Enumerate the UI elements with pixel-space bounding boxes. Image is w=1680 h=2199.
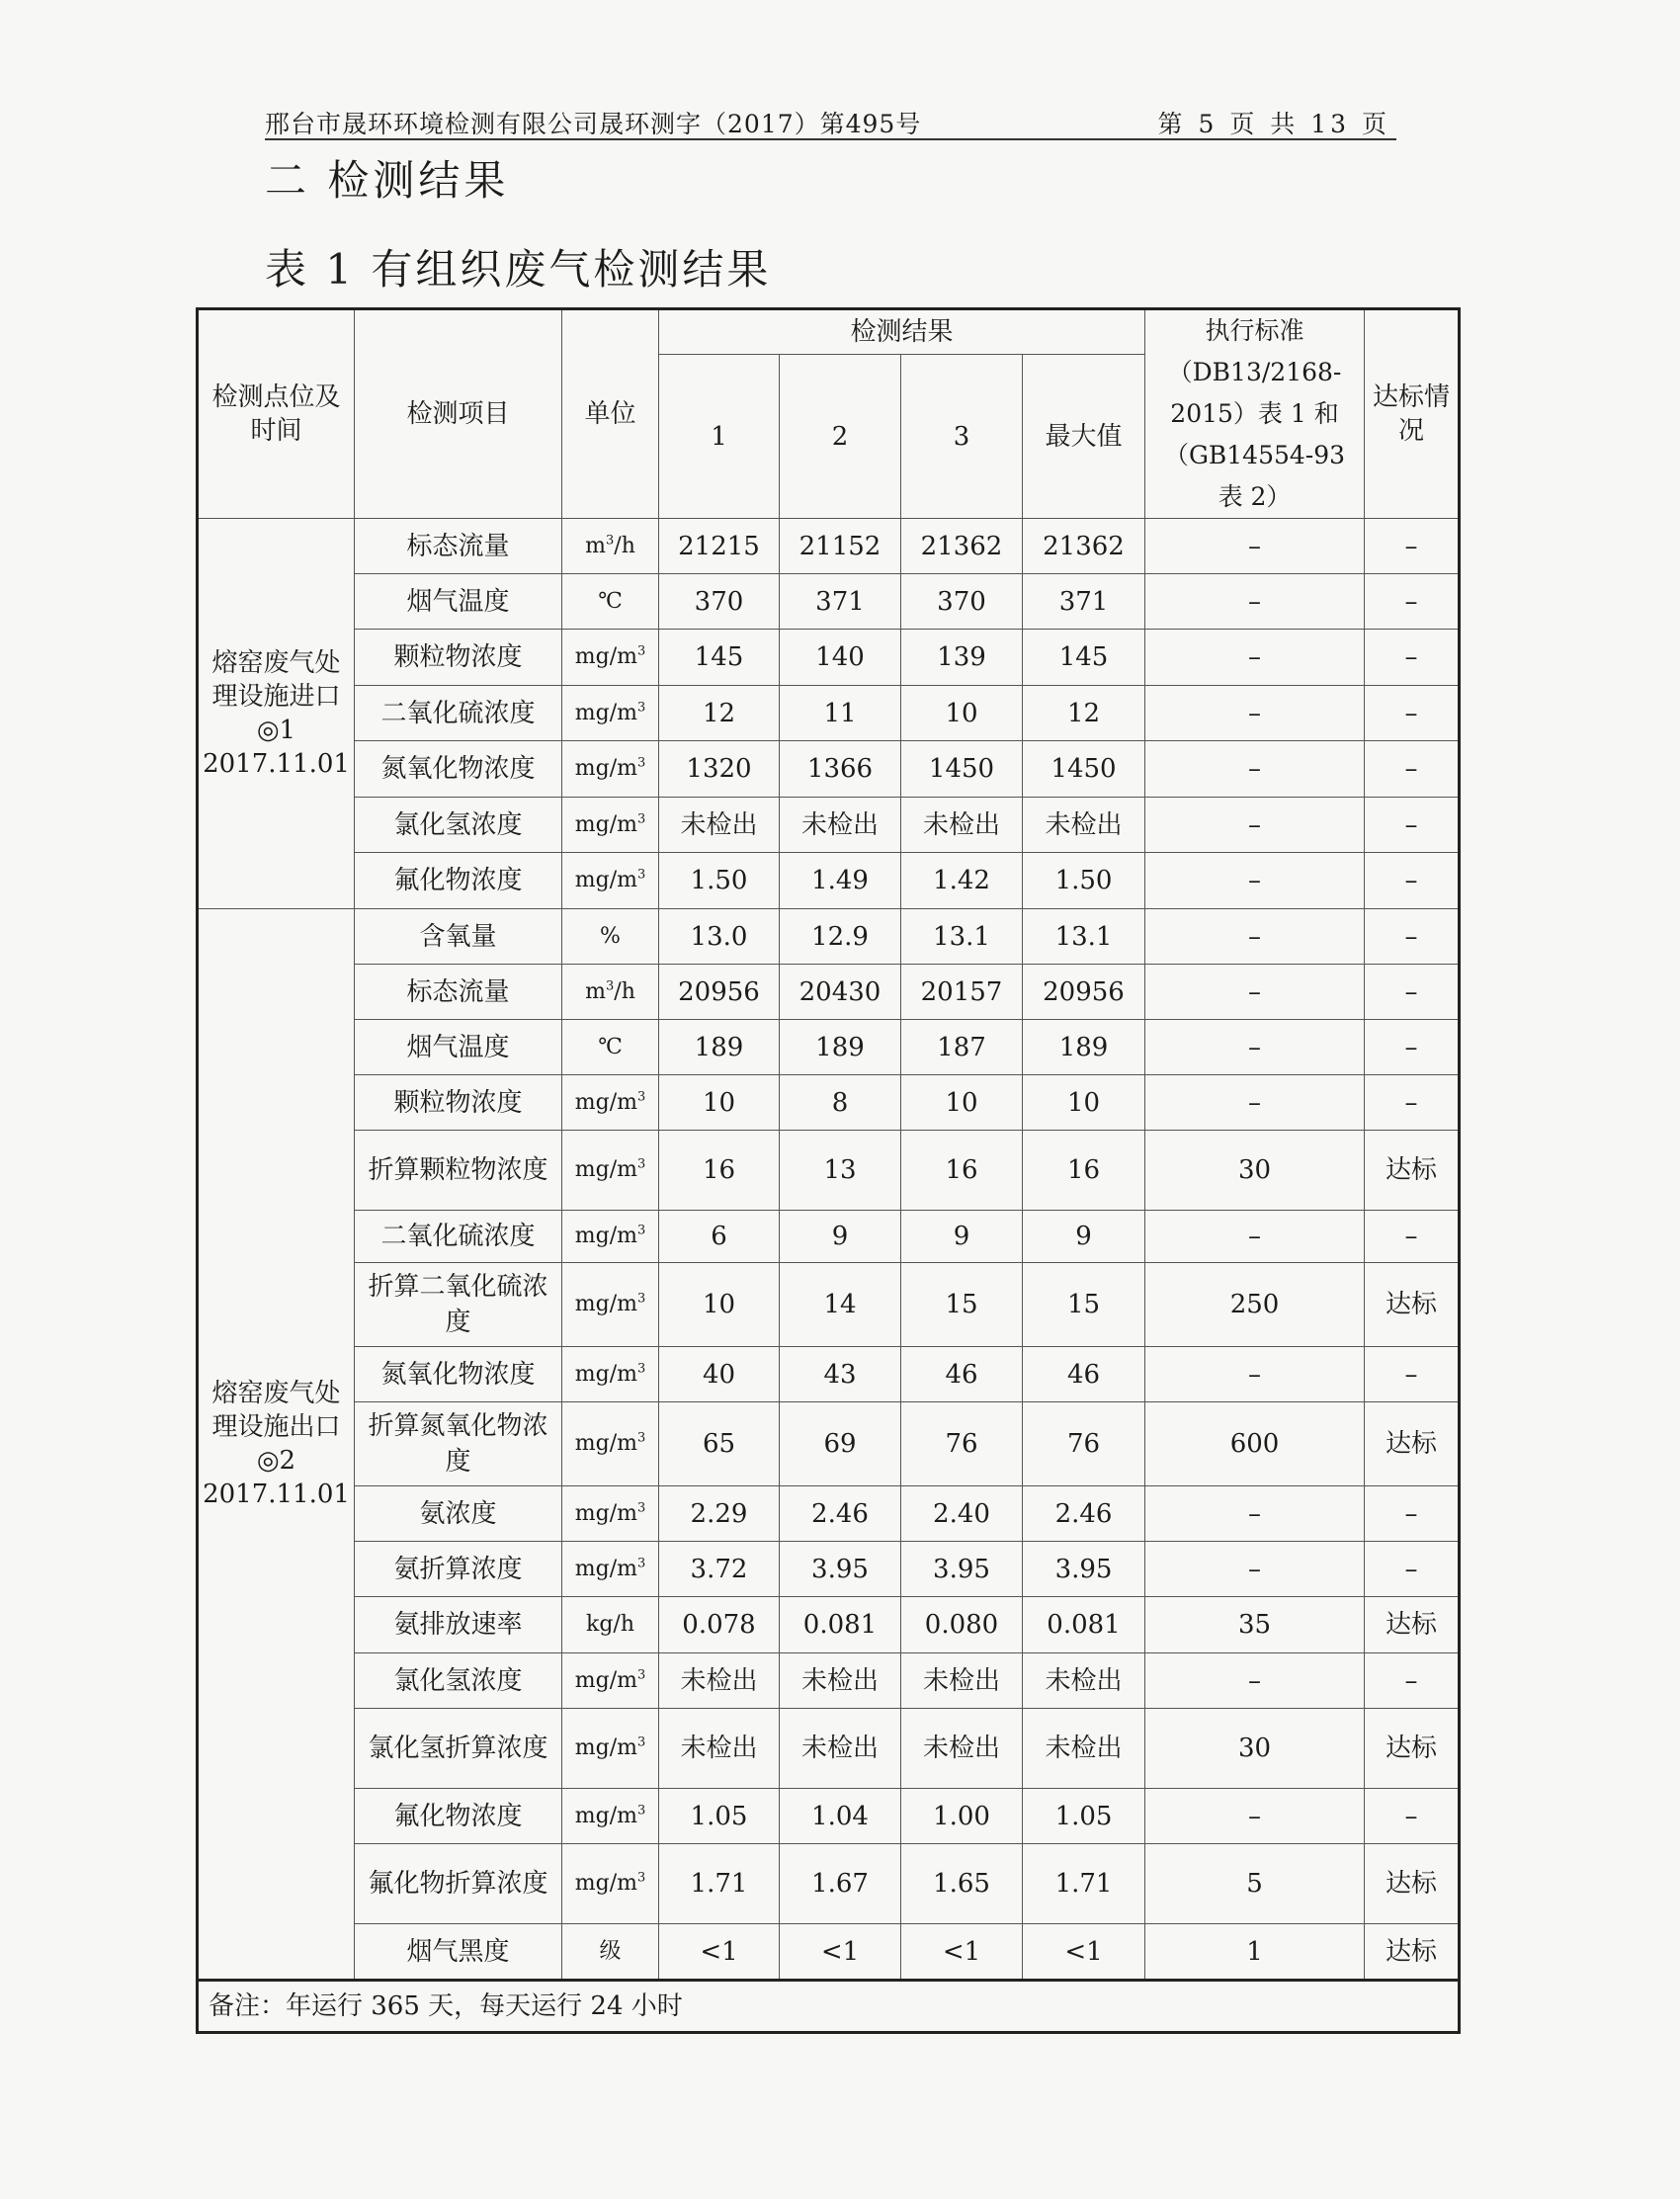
- table-row: [198, 1131, 1460, 1211]
- result-r2-cell: 0.081: [780, 1597, 901, 1653]
- table-row: [198, 1924, 1460, 1981]
- status-cell: –: [1365, 1542, 1460, 1597]
- result-r2-cell: 21152: [780, 519, 901, 574]
- result-r1-cell: 2.29: [659, 1486, 780, 1542]
- unit-cell: $m^3/h$: [562, 519, 659, 574]
- result-r3-cell: 1.00: [901, 1789, 1023, 1844]
- result-r3-cell: 13.1: [901, 909, 1023, 965]
- unit-cell: $mg/m^3$: [562, 686, 659, 741]
- result-r2-cell: 未检出: [780, 1653, 901, 1709]
- result-r1-cell: 12: [659, 686, 780, 741]
- result-r1-cell: 65: [659, 1402, 780, 1486]
- result-r3-cell: 15: [901, 1263, 1023, 1347]
- item-cell: 氟化物浓度: [355, 1789, 562, 1844]
- status-cell: 达标: [1365, 1924, 1460, 1981]
- header-results: 检测结果: [659, 309, 1145, 355]
- unit-superscript: 3: [636, 867, 646, 883]
- result-r3-cell: 1.65: [901, 1844, 1023, 1924]
- result-max-cell: 46: [1023, 1347, 1145, 1402]
- unit-cell: $mg/m^3$: [562, 1211, 659, 1263]
- item-cell: 颗粒物浓度: [355, 630, 562, 686]
- result-r1-cell: 未检出: [659, 798, 780, 853]
- standard-cell: –: [1145, 1542, 1365, 1597]
- table-row: [198, 1263, 1460, 1347]
- result-r1-cell: 1320: [659, 741, 780, 798]
- unit-cell: $mg/m^3$: [562, 1653, 659, 1709]
- table-row: [198, 741, 1460, 798]
- status-cell: 达标: [1365, 1263, 1460, 1347]
- item-cell: 氮氧化物浓度: [355, 1347, 562, 1402]
- result-r3-cell: 3.95: [901, 1542, 1023, 1597]
- table-row: [198, 1597, 1460, 1653]
- standard-cell: 35: [1145, 1597, 1365, 1653]
- unit-cell: $mg/m^3$: [562, 1844, 659, 1924]
- item-cell: 烟气温度: [355, 1020, 562, 1075]
- unit-superscript: 3: [606, 978, 615, 994]
- standard-cell: –: [1145, 1211, 1365, 1263]
- result-r2-cell: 189: [780, 1020, 901, 1075]
- status-cell: –: [1365, 798, 1460, 853]
- unit-superscript: 3: [636, 1156, 646, 1172]
- item-cell: 标态流量: [355, 965, 562, 1020]
- page-header: [265, 103, 1396, 140]
- result-max-cell: 145: [1023, 630, 1145, 686]
- result-r2-cell: 1.67: [780, 1844, 901, 1924]
- unit-superscript: 3: [636, 1667, 646, 1683]
- result-r3-cell: 370: [901, 574, 1023, 630]
- table-row: [198, 1653, 1460, 1709]
- table-row: [198, 1844, 1460, 1924]
- header-location: 检测点位及时间: [198, 309, 355, 519]
- standard-cell: –: [1145, 741, 1365, 798]
- table-row: [198, 853, 1460, 909]
- status-cell: –: [1365, 1020, 1460, 1075]
- result-r1-cell: 20956: [659, 965, 780, 1020]
- standard-cell: 250: [1145, 1263, 1365, 1347]
- status-cell: 达标: [1365, 1402, 1460, 1486]
- result-max-cell: 未检出: [1023, 798, 1145, 853]
- unit-cell: $mg/m^3$: [562, 1347, 659, 1402]
- unit-superscript: 3: [636, 1734, 646, 1750]
- item-cell: 二氧化硫浓度: [355, 1211, 562, 1263]
- location-cell: 熔窑废气处理设施进口◎1 2017.11.01: [198, 519, 355, 909]
- item-cell: 氨排放速率: [355, 1597, 562, 1653]
- status-cell: –: [1365, 686, 1460, 741]
- unit-cell: %: [562, 909, 659, 965]
- result-r3-cell: 10: [901, 1075, 1023, 1131]
- unit-cell: $mg/m^3$: [562, 1709, 659, 1789]
- result-max-cell: 未检出: [1023, 1709, 1145, 1789]
- status-cell: –: [1365, 1486, 1460, 1542]
- status-cell: 达标: [1365, 1844, 1460, 1924]
- status-cell: –: [1365, 1653, 1460, 1709]
- standard-cell: –: [1145, 1075, 1365, 1131]
- result-r3-cell: 9: [901, 1211, 1023, 1263]
- unit-superscript: 3: [636, 1361, 646, 1377]
- standard-cell: –: [1145, 1789, 1365, 1844]
- result-max-cell: 13.1: [1023, 909, 1145, 965]
- header-item: 检测项目: [355, 309, 562, 519]
- result-max-cell: 12: [1023, 686, 1145, 741]
- standard-cell: –: [1145, 909, 1365, 965]
- table-row: [198, 909, 1460, 965]
- table-row: [198, 1075, 1460, 1131]
- unit-cell: $mg/m^3$: [562, 1486, 659, 1542]
- standard-cell: –: [1145, 630, 1365, 686]
- result-r3-cell: 187: [901, 1020, 1023, 1075]
- table-row: [198, 1211, 1460, 1263]
- result-r2-cell: 未检出: [780, 1709, 901, 1789]
- status-cell: –: [1365, 1075, 1460, 1131]
- result-r2-cell: 14: [780, 1263, 901, 1347]
- table-row: [198, 1709, 1460, 1789]
- item-cell: 折算氮氧化物浓度: [355, 1402, 562, 1486]
- table-row: [198, 574, 1460, 630]
- unit-cell: $mg/m^3$: [562, 853, 659, 909]
- result-r1-cell: 13.0: [659, 909, 780, 965]
- result-r3-cell: 46: [901, 1347, 1023, 1402]
- section-title: 二 检测结果: [265, 156, 510, 205]
- note-cell: 备注：年运行 365 天，每天运行 24 小时: [198, 1981, 1460, 2033]
- result-r1-cell: 1.05: [659, 1789, 780, 1844]
- result-r2-cell: 371: [780, 574, 901, 630]
- unit-cell: $m^3/h$: [562, 965, 659, 1020]
- result-r1-cell: 未检出: [659, 1653, 780, 1709]
- item-cell: 氟化物折算浓度: [355, 1844, 562, 1924]
- result-max-cell: 2.46: [1023, 1486, 1145, 1542]
- result-r3-cell: 1.42: [901, 853, 1023, 909]
- result-r1-cell: 189: [659, 1020, 780, 1075]
- table-row: [198, 1542, 1460, 1597]
- unit-cell: $mg/m^3$: [562, 1789, 659, 1844]
- result-r2-cell: 69: [780, 1402, 901, 1486]
- status-cell: –: [1365, 574, 1460, 630]
- unit-superscript: 3: [636, 1430, 646, 1446]
- standard-cell: 5: [1145, 1844, 1365, 1924]
- standard-cell: –: [1145, 1020, 1365, 1075]
- status-cell: 达标: [1365, 1597, 1460, 1653]
- standard-cell: –: [1145, 574, 1365, 630]
- header-result-1: 1: [659, 355, 780, 519]
- table-row: [198, 1402, 1460, 1486]
- standard-cell: 1: [1145, 1924, 1365, 1981]
- standard-cell: –: [1145, 1486, 1365, 1542]
- unit-cell: ℃: [562, 1020, 659, 1075]
- standard-cell: –: [1145, 853, 1365, 909]
- result-r2-cell: 140: [780, 630, 901, 686]
- table-row: [198, 1789, 1460, 1844]
- unit-cell: kg/h: [562, 1597, 659, 1653]
- status-cell: –: [1365, 1789, 1460, 1844]
- header-result-2: 2: [780, 355, 901, 519]
- unit-cell: $mg/m^3$: [562, 798, 659, 853]
- result-r2-cell: 1.04: [780, 1789, 901, 1844]
- result-r1-cell: 1.50: [659, 853, 780, 909]
- table-title: 表 1 有组织废气检测结果: [265, 245, 772, 294]
- result-r2-cell: 3.95: [780, 1542, 901, 1597]
- unit-cell: ℃: [562, 574, 659, 630]
- result-r3-cell: 未检出: [901, 1653, 1023, 1709]
- result-max-cell: 未检出: [1023, 1653, 1145, 1709]
- result-max-cell: 0.081: [1023, 1597, 1145, 1653]
- result-r1-cell: 40: [659, 1347, 780, 1402]
- table-row: [198, 1486, 1460, 1542]
- report-number: 邢台市晟环环境检测有限公司晟环测字（2017）第495号: [265, 110, 922, 138]
- item-cell: 烟气温度: [355, 574, 562, 630]
- result-r1-cell: 21215: [659, 519, 780, 574]
- result-r3-cell: 未检出: [901, 798, 1023, 853]
- result-r2-cell: 8: [780, 1075, 901, 1131]
- table-row: [198, 1347, 1460, 1402]
- unit-superscript: 3: [636, 1223, 646, 1238]
- status-cell: –: [1365, 519, 1460, 574]
- result-r1-cell: 6: [659, 1211, 780, 1263]
- result-r1-cell: 1.71: [659, 1844, 780, 1924]
- result-max-cell: 20956: [1023, 965, 1145, 1020]
- result-r2-cell: 1.49: [780, 853, 901, 909]
- item-cell: 氟化物浓度: [355, 853, 562, 909]
- result-r1-cell: 145: [659, 630, 780, 686]
- result-max-cell: 15: [1023, 1263, 1145, 1347]
- result-r2-cell: 9: [780, 1211, 901, 1263]
- result-max-cell: 189: [1023, 1020, 1145, 1075]
- result-max-cell: 16: [1023, 1131, 1145, 1211]
- result-max-cell: 9: [1023, 1211, 1145, 1263]
- item-cell: 二氧化硫浓度: [355, 686, 562, 741]
- item-cell: 氨折算浓度: [355, 1542, 562, 1597]
- table-row: [198, 965, 1460, 1020]
- item-cell: 折算颗粒物浓度: [355, 1131, 562, 1211]
- unit-superscript: 3: [636, 1500, 646, 1516]
- header-standard: 执行标准（DB13/2168-2015）表 1 和（GB14554-93 表 2）: [1145, 309, 1365, 519]
- unit-cell: $mg/m^3$: [562, 1542, 659, 1597]
- unit-cell: $mg/m^3$: [562, 1131, 659, 1211]
- header-result-max: 最大值: [1023, 355, 1145, 519]
- status-cell: –: [1365, 1211, 1460, 1263]
- result-r2-cell: 43: [780, 1347, 901, 1402]
- result-r2-cell: 1366: [780, 741, 901, 798]
- unit-cell: $mg/m^3$: [562, 741, 659, 798]
- result-r1-cell: 10: [659, 1263, 780, 1347]
- unit-superscript: 3: [636, 811, 646, 827]
- header-unit: 单位: [562, 309, 659, 519]
- result-r3-cell: <1: [901, 1924, 1023, 1981]
- status-cell: –: [1365, 630, 1460, 686]
- result-r3-cell: 16: [901, 1131, 1023, 1211]
- unit-cell: $mg/m^3$: [562, 1075, 659, 1131]
- result-r3-cell: 1450: [901, 741, 1023, 798]
- result-max-cell: <1: [1023, 1924, 1145, 1981]
- results-table: [196, 307, 1461, 2034]
- result-r1-cell: <1: [659, 1924, 780, 1981]
- unit-superscript: 3: [636, 1089, 646, 1105]
- status-cell: 达标: [1365, 1131, 1460, 1211]
- result-r3-cell: 20157: [901, 965, 1023, 1020]
- item-cell: 氮氧化物浓度: [355, 741, 562, 798]
- result-r2-cell: 20430: [780, 965, 901, 1020]
- table-header-row: [198, 309, 1460, 355]
- standard-cell: –: [1145, 798, 1365, 853]
- status-cell: 达标: [1365, 1709, 1460, 1789]
- result-r1-cell: 3.72: [659, 1542, 780, 1597]
- note-row: [198, 1981, 1460, 2033]
- status-cell: –: [1365, 965, 1460, 1020]
- result-r2-cell: 12.9: [780, 909, 901, 965]
- result-r3-cell: 21362: [901, 519, 1023, 574]
- item-cell: 标态流量: [355, 519, 562, 574]
- item-cell: 烟气黑度: [355, 1924, 562, 1981]
- unit-cell: $mg/m^3$: [562, 1263, 659, 1347]
- result-r3-cell: 未检出: [901, 1709, 1023, 1789]
- status-cell: –: [1365, 909, 1460, 965]
- result-max-cell: 1450: [1023, 741, 1145, 798]
- result-r3-cell: 10: [901, 686, 1023, 741]
- status-cell: –: [1365, 1347, 1460, 1402]
- table-row: [198, 686, 1460, 741]
- result-max-cell: 1.50: [1023, 853, 1145, 909]
- result-r1-cell: 0.078: [659, 1597, 780, 1653]
- page-number: 第 5 页 共 13 页: [1157, 110, 1390, 138]
- result-r2-cell: 2.46: [780, 1486, 901, 1542]
- result-r1-cell: 16: [659, 1131, 780, 1211]
- standard-cell: –: [1145, 519, 1365, 574]
- table-row: [198, 519, 1460, 574]
- result-max-cell: 10: [1023, 1075, 1145, 1131]
- result-max-cell: 371: [1023, 574, 1145, 630]
- result-r2-cell: 未检出: [780, 798, 901, 853]
- item-cell: 氨浓度: [355, 1486, 562, 1542]
- result-max-cell: 21362: [1023, 519, 1145, 574]
- unit-cell: 级: [562, 1924, 659, 1981]
- location-cell: 熔窑废气处理设施出口◎2 2017.11.01: [198, 909, 355, 1981]
- unit-superscript: 3: [636, 1556, 646, 1571]
- result-max-cell: 1.71: [1023, 1844, 1145, 1924]
- table-row: [198, 630, 1460, 686]
- unit-superscript: 3: [636, 643, 646, 659]
- result-r2-cell: 13: [780, 1131, 901, 1211]
- result-r3-cell: 139: [901, 630, 1023, 686]
- result-r3-cell: 76: [901, 1402, 1023, 1486]
- result-r2-cell: 11: [780, 686, 901, 741]
- result-r1-cell: 370: [659, 574, 780, 630]
- result-r3-cell: 2.40: [901, 1486, 1023, 1542]
- unit-superscript: 3: [606, 533, 615, 549]
- unit-superscript: 3: [636, 1870, 646, 1886]
- result-max-cell: 1.05: [1023, 1789, 1145, 1844]
- item-cell: 氯化氢折算浓度: [355, 1709, 562, 1789]
- unit-superscript: 3: [636, 1803, 646, 1818]
- unit-superscript: 3: [636, 755, 646, 771]
- item-cell: 含氧量: [355, 909, 562, 965]
- table-row: [198, 798, 1460, 853]
- item-cell: 折算二氧化硫浓度: [355, 1263, 562, 1347]
- item-cell: 氯化氢浓度: [355, 798, 562, 853]
- header-status: 达标情况: [1365, 309, 1460, 519]
- status-cell: –: [1365, 741, 1460, 798]
- result-r1-cell: 10: [659, 1075, 780, 1131]
- standard-cell: –: [1145, 1653, 1365, 1709]
- item-cell: 氯化氢浓度: [355, 1653, 562, 1709]
- result-r3-cell: 0.080: [901, 1597, 1023, 1653]
- result-r1-cell: 未检出: [659, 1709, 780, 1789]
- standard-cell: 30: [1145, 1709, 1365, 1789]
- item-cell: 颗粒物浓度: [355, 1075, 562, 1131]
- table-row: [198, 1020, 1460, 1075]
- result-r2-cell: <1: [780, 1924, 901, 1981]
- unit-cell: $mg/m^3$: [562, 1402, 659, 1486]
- unit-cell: $mg/m^3$: [562, 630, 659, 686]
- status-cell: –: [1365, 853, 1460, 909]
- unit-superscript: 3: [636, 700, 646, 716]
- result-max-cell: 3.95: [1023, 1542, 1145, 1597]
- standard-cell: –: [1145, 1347, 1365, 1402]
- standard-cell: 600: [1145, 1402, 1365, 1486]
- header-result-3: 3: [901, 355, 1023, 519]
- standard-cell: –: [1145, 965, 1365, 1020]
- standard-cell: 30: [1145, 1131, 1365, 1211]
- unit-superscript: 3: [636, 1291, 646, 1307]
- result-max-cell: 76: [1023, 1402, 1145, 1486]
- standard-cell: –: [1145, 686, 1365, 741]
